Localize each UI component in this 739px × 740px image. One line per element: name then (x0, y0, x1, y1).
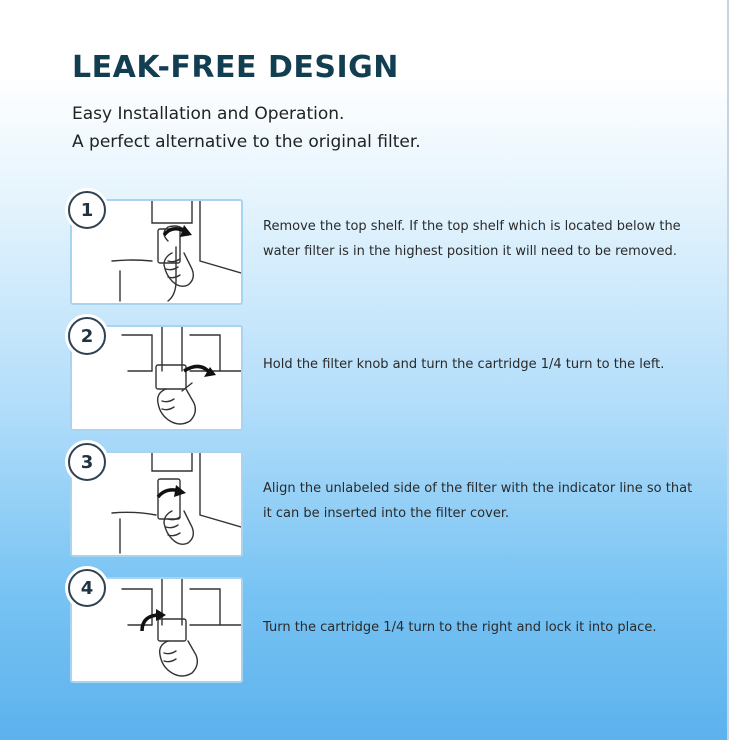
page-edge (727, 0, 739, 740)
step-3-text: Align the unlabeled side of the filter with the indicator line so that it can be inserted into the filter cover. (263, 481, 693, 521)
step-4-badge: 4 (68, 569, 106, 607)
subtitle-line-2: A perfect alternative to the original filter. (72, 132, 421, 152)
subtitle-line-1: Easy Installation and Operation. (72, 104, 345, 124)
step-2-text: Hold the filter knob and turn the cartridge 1/4 turn to the left. (263, 357, 665, 372)
step-4-text: Turn the cartridge 1/4 turn to the right and lock it into place. (263, 620, 657, 635)
step-2-badge: 2 (68, 317, 106, 355)
step-1-text: Remove the top shelf. If the top shelf which is located below the water filter is in the highest position it will need to be removed. (263, 219, 681, 259)
step-3-badge: 3 (68, 443, 106, 481)
page-title: LEAK-FREE DESIGN (72, 50, 399, 85)
step-1-badge: 1 (68, 191, 106, 229)
